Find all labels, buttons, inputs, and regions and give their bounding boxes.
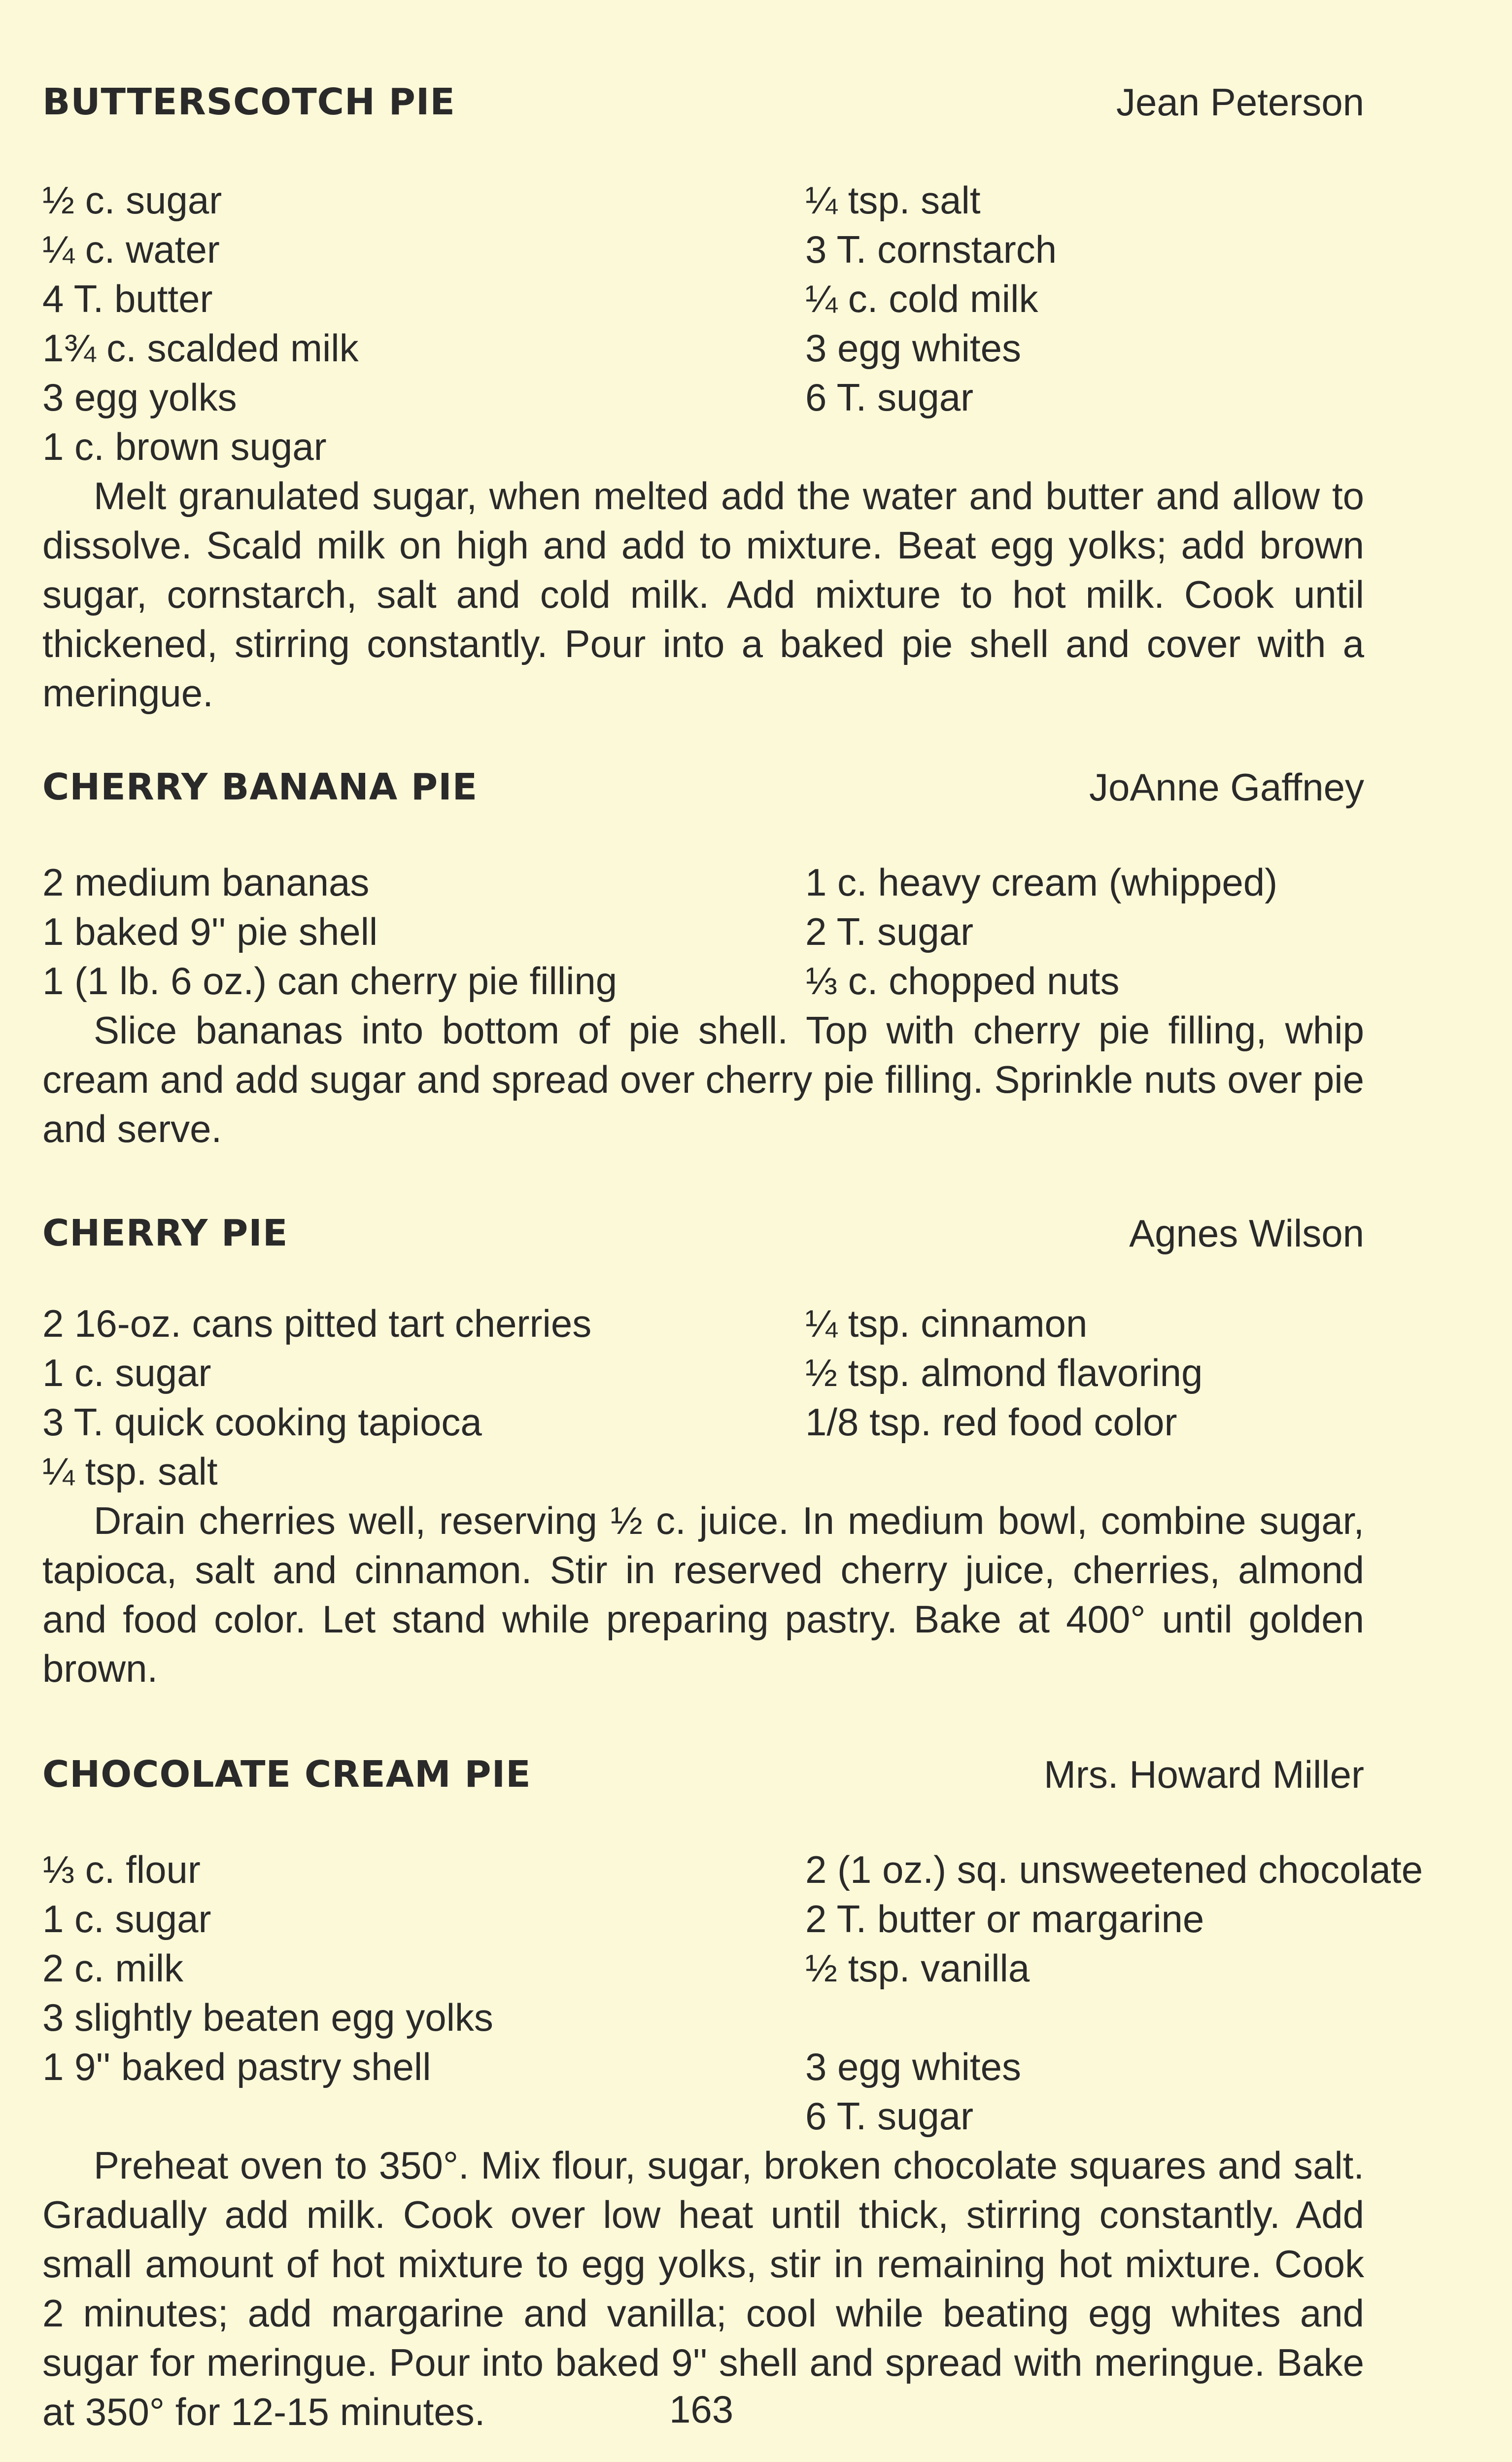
ingredient: 3 T. quick cooking tapioca [42,1400,482,1444]
ingredient: 3 egg whites [805,2045,1021,2088]
recipe-header [42,1206,1364,1260]
ingredient: 2 c. milk [42,1946,184,1990]
recipe-header [42,75,1364,129]
recipe-header [42,1747,1364,1802]
ingredient: ⅓ c. flour [42,1848,201,1891]
recipe-title: CHERRY BANANA PIE [42,766,478,808]
recipe-cherry-banana-pie [42,760,1364,1153]
recipe-author: Mrs. Howard Miller [1043,1753,1364,1796]
ingredient: ¼ c. water [42,228,220,271]
page-number: 163 [669,2388,734,2431]
ingredient: 2 medium bananas [42,861,370,904]
ingredient: ¼ tsp. salt [805,178,981,222]
ingredient: ⅓ c. chopped nuts [805,959,1120,1003]
ingredient: ¼ c. cold milk [805,277,1038,320]
ingredient: 1¾ c. scalded milk [42,326,359,370]
ingredient-spacer [805,1993,1423,2042]
ingredient: 3 egg whites [805,326,1021,370]
ingredients-right [805,175,1057,471]
ingredients [42,175,1364,471]
ingredients [42,858,1364,1006]
recipe-author: Jean Peterson [1116,80,1364,124]
ingredient: 1 c. heavy cream (whipped) [805,861,1278,904]
ingredients [42,1299,1364,1496]
recipe-title: CHERRY PIE [42,1212,288,1254]
ingredient: 6 T. sugar [805,376,974,419]
ingredient: 2 (1 oz.) sq. unsweetened chocolate [805,1848,1423,1891]
ingredient: 1 (1 lb. 6 oz.) can cherry pie filling [42,959,618,1003]
ingredients-right [805,1299,1203,1496]
ingredient: 1 c. brown sugar [42,425,327,468]
ingredient: 6 T. sugar [805,2094,974,2138]
ingredient: ½ tsp. almond flavoring [805,1351,1203,1394]
ingredient: 2 16-oz. cans pitted tart cherries [42,1302,592,1345]
ingredient: 3 T. cornstarch [805,228,1057,271]
ingredient: 1 c. sugar [42,1897,211,1941]
ingredient: 2 T. butter or margarine [805,1897,1204,1941]
ingredient: ¼ tsp. salt [42,1450,218,1493]
ingredient: ½ c. sugar [42,178,222,222]
ingredients-left [42,1299,805,1496]
ingredient: 1 baked 9'' pie shell [42,910,378,953]
ingredients-left [42,175,805,471]
ingredient: 3 egg yolks [42,376,237,419]
ingredient: 1 c. sugar [42,1351,211,1394]
recipe-directions: Drain cherries well, reserving ½ c. juice. In medium bowl, combine sugar, tapioca, salt and cinnamon. Stir in reserved cherry juice, cherries, almond and food color. Let stand while preparing pastry. Bake at 400° until golden brown. [42,1499,1364,1690]
ingredient: ¼ tsp. cinnamon [805,1302,1088,1345]
ingredients [42,1845,1423,2141]
recipe-directions: Slice bananas into bottom of pie shell. Top with cherry pie filling, whip cream and add sugar and spread over cherry pie filling. Sprinkle nuts over pie and serve. [42,1008,1364,1150]
ingredient: 3 slightly beaten egg yolks [42,1996,493,2039]
recipe-cherry-pie [42,1206,1364,1693]
ingredients-left [42,858,805,1006]
recipe-author: JoAnne Gaffney [1089,765,1364,809]
recipe-directions: Preheat oven to 350°. Mix flour, sugar, broken chocolate squares and salt. Gradually add milk. Cook over low heat until thick, stirring constantly. Add small amount of hot mixture to egg yolks, stir in remaining hot mixture. Cook 2 minutes; add margarine and vanilla; cool while beating egg whites and sugar for meringue. Pour into baked 9'' shell and spread with meringue. Bake at 350° for 12-15 minutes. [42,2144,1364,2433]
recipe-directions: Melt granulated sugar, when melted add the water and butter and allow to dissolve. Scald milk on high and add to mixture. Beat egg yolks; add brown sugar, cornstarch, salt and cold milk. Add mixture to hot milk. Cook until thickened, stirring constantly. Pour into a baked pie shell and cover with a meringue. [42,474,1364,715]
recipe-butterscotch-pie [42,75,1364,718]
ingredient: 1 9'' baked pastry shell [42,2045,431,2088]
ingredients-left [42,1845,805,2141]
ingredient: 4 T. butter [42,277,213,320]
recipe-title: BUTTERSCOTCH PIE [42,81,455,123]
recipe-author: Agnes Wilson [1129,1212,1364,1255]
recipe-header [42,760,1364,814]
ingredients-right [805,1845,1423,2141]
recipe-title: CHOCOLATE CREAM PIE [42,1753,531,1796]
ingredient: 2 T. sugar [805,910,974,953]
recipe-chocolate-cream-pie [42,1747,1423,2436]
ingredient: ½ tsp. vanilla [805,1946,1030,1990]
ingredient: 1/8 tsp. red food color [805,1400,1177,1444]
ingredients-right [805,858,1277,1006]
